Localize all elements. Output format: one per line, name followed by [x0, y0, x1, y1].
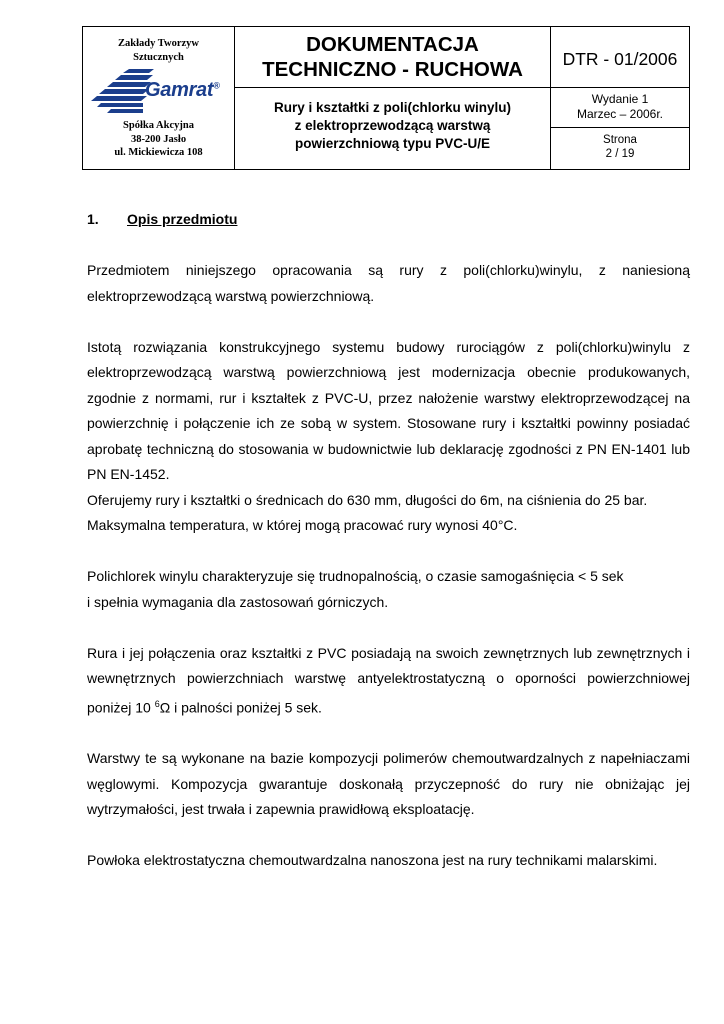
paragraph: Oferujemy rury i kształtki o średnicach do 630 mm, długości do 6m, na ciśnienia do 25 bar.	[87, 491, 648, 508]
document-body	[87, 207, 690, 874]
document-subtitle: Rury i kształtki z poli(chlorku winylu) z elektroprzewodzącą warstwą powierzchniową typu PVC-U/E	[273, 100, 512, 151]
paragraph: i spełnia wymagania dla zastosowań górniczych.	[87, 593, 389, 610]
paragraph: Warstwy te są wykonane na bazie kompozycji polimerów chemoutwardzalnych z napełniaczami węglowymi. Kompozycja gwarantuje doskonałą przyczepność do rury nie obniżając jej wytrzymałości, jest trwała i zapewnia prawidłową eksploatację.	[87, 750, 690, 818]
paragraph: Istotą rozwiązania konstrukcyjnego systemu budowy rurociągów z poli(chlorku)winylu z elektroprzewodzącą warstwą powierzchniową jest modernizacja obecnie produkowanych, zgodnie z normami, rur i kształtek z PVC-U, przez nałożenie warstwy elektroprzewodzącej na powierzchnię i połączenie ich ze sobą w system. Stosowane rury i kształtki powinny posiadać aprobatę techniczną do stosowania w budownictwie lub deklarację zgodności z PN EN-1401 lub PN EN-1452.	[87, 338, 690, 482]
edition-info: Wydanie 1 Marzec – 2006r.	[576, 92, 664, 121]
company-block	[83, 27, 234, 169]
document-title: DOKUMENTACJA TECHNICZNO - RUCHOWA	[262, 33, 523, 81]
company-address: Spółka Akcyjna 38-200 Jasło ul. Mickiewicza 108	[114, 120, 203, 158]
paragraph: Rura i jej połączenia oraz kształtki z PVC posiadają na swoich zewnętrznych lub zewnętrznych i wewnętrznych powierzchniach warstwę antyelektrostatyczną o oporności powierzchniowej poniżej 10 $^6$Ω i palności poniżej 5 sek.	[87, 644, 690, 716]
section-heading: 1. Opis przedmiotu	[87, 211, 238, 227]
paragraph: Polichlorek winylu charakteryzuje się trudnopalnością, o czasie samogaśnięcia < 5 sek	[87, 568, 624, 584]
paragraph: Maksymalna temperatura, w której mogą pracować rury wynosi 40°C.	[87, 517, 518, 533]
paragraph: Powłoka elektrostatyczna chemoutwardzalna nanoszona jest na rury technikami malarskimi.	[87, 852, 658, 869]
gamrat-logo	[87, 67, 231, 117]
paragraph: Przedmiotem niniejszego opracowania są rury z poli(chlorku)winylu, z naniesioną elektroprzewodzącą warstwą powierzchniową.	[87, 262, 690, 304]
company-name: Zakłady Tworzyw Sztucznych	[118, 38, 199, 63]
document-number: DTR - 01/2006	[562, 49, 678, 69]
document-header	[82, 26, 690, 170]
page-number: Strona 2 / 19	[603, 134, 637, 160]
logo-text: Gamrat®	[145, 79, 220, 101]
